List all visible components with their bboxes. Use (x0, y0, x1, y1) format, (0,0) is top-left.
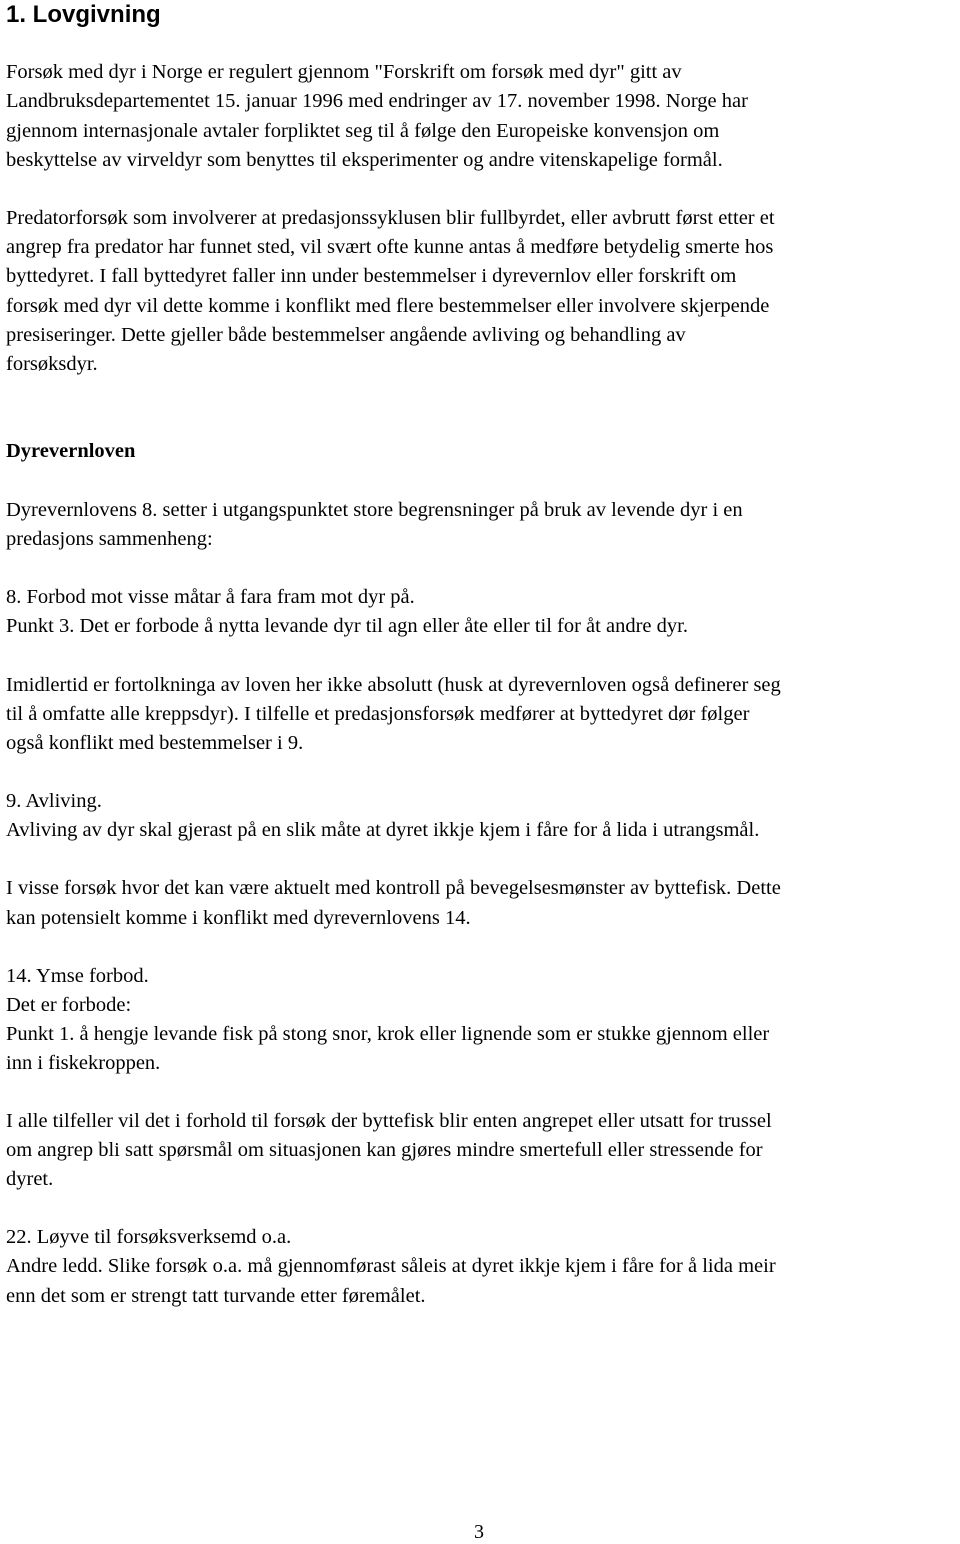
text-line: angrep fra predator har funnet sted, vil svært ofte kunne antas å medføre betydelig smerte hos (6, 236, 774, 258)
text-line: presiseringer. Dette gjeller både bestemmelser angående avliving og behandling av (6, 324, 686, 346)
text-line: Andre ledd. Slike forsøk o.a. må gjennomførast såleis at dyret ikkje kjem i fåre for å lida meir (6, 1255, 776, 1277)
text-line: Punkt 3. Det er forbode å nytta levande dyr til agn eller åte eller til for åt andre dyr. (6, 615, 688, 637)
text-line: Landbruksdepartementet 15. januar 1996 med endringer av 17. november 1998. Norge har (6, 90, 748, 112)
text-line: beskyttelse av virveldyr som benyttes til eksperimenter og andre vitenskapelige formål. (6, 149, 723, 171)
text-line: 22. Løyve til forsøksverksemd o.a. (6, 1226, 292, 1248)
text-line: Imidlertid er fortolkninga av loven her ikke absolutt (husk at dyrevernloven også definerer seg (6, 674, 781, 696)
text-line: byttedyret. I fall byttedyret faller inn under bestemmelser i dyrevernlov eller forskrift om (6, 265, 737, 287)
text-line: 14. Ymse forbod. (6, 965, 149, 987)
section-heading: 1. Lovgivning (6, 1, 161, 28)
text-line: til å omfatte alle kreppsdyr). I tilfelle et predasjonsforsøk medfører at byttedyret dør følger (6, 703, 750, 725)
text-line: I visse forsøk hvor det kan være aktuelt med kontroll på bevegelsesmønster av byttefisk. Dette (6, 877, 781, 899)
text-line: Det er forbode: (6, 994, 132, 1016)
subheading: Dyrevernloven (6, 440, 136, 462)
text-line: enn det som er strengt tatt turvande etter føremålet. (6, 1285, 426, 1307)
text-line: kan potensielt komme i konflikt med dyrevernlovens 14. (6, 907, 471, 929)
text-line: gjennom internasjonale avtaler forpliktet seg til å følge den Europeiske konvensjon om (6, 120, 720, 142)
text-line: I alle tilfeller vil det i forhold til forsøk der byttefisk blir enten angrepet eller utsatt for trussel (6, 1110, 772, 1132)
text-line: forsøksdyr. (6, 353, 98, 375)
text-line: Punkt 1. å hengje levande fisk på stong snor, krok eller lignende som er stukke gjennom eller (6, 1023, 770, 1045)
text-line: forsøk med dyr vil dette komme i konflikt med flere bestemmelser eller involvere skjerpende (6, 295, 770, 317)
text-line: Forsøk med dyr i Norge er regulert gjennom "Forskrift om forsøk med dyr" gitt av (6, 61, 682, 83)
text-line: Dyrevernlovens 8. setter i utgangspunktet store begrensninger på bruk av levende dyr i en (6, 499, 743, 521)
page-number: 3 (474, 1521, 484, 1543)
text-line: Predatorforsøk som involverer at predasjonssyklusen blir fullbyrdet, eller avbrutt først etter et (6, 207, 775, 229)
text-line: dyret. (6, 1168, 54, 1190)
text-line: om angrep bli satt spørsmål om situasjonen kan gjøres mindre smertefull eller stressende for (6, 1139, 763, 1161)
text-line: predasjons sammenheng: (6, 528, 213, 550)
text-line: 8. Forbod mot visse måtar å fara fram mot dyr på. (6, 586, 415, 608)
text-line: Avliving av dyr skal gjerast på en slik måte at dyret ikkje kjem i fåre for å lida i utrangsmål. (6, 819, 760, 841)
text-line: 9. Avliving. (6, 790, 102, 812)
text-line: også konflikt med bestemmelser i 9. (6, 732, 304, 754)
text-line: inn i fiskekroppen. (6, 1052, 161, 1074)
